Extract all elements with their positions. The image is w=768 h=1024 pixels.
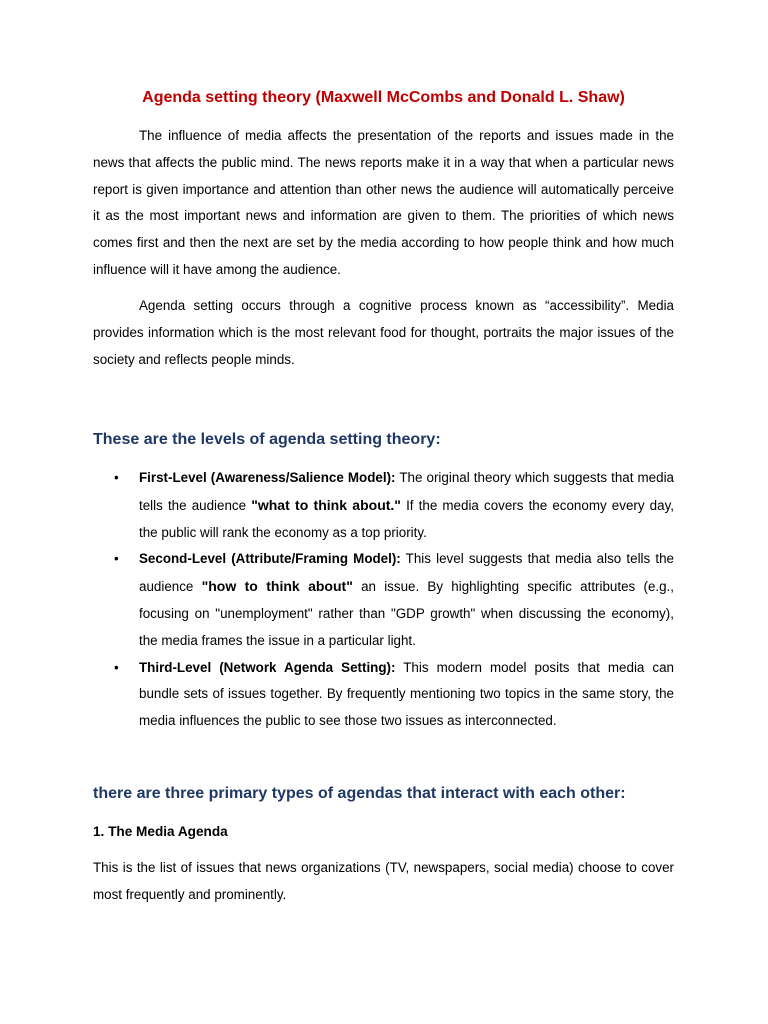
levels-list (93, 465, 674, 735)
level-text: This level suggests that media also tells the audience (139, 551, 674, 595)
list-item (93, 465, 674, 546)
levels-heading: These are the levels of agenda setting theory: (93, 431, 441, 448)
level-label: First-Level (Awareness/Salience Model): (139, 470, 396, 485)
media-agenda-paragraph: This is the list of issues that news organizations (TV, newspapers, social media) choose to cover most frequently and prominently. (93, 860, 674, 902)
bullet-icon: • (114, 659, 119, 675)
level-quote: "what to think about." (251, 496, 401, 513)
level-quote: "how to think about" (201, 578, 353, 595)
bullet-icon: • (114, 470, 119, 485)
level-text: This modern model posits that media can bundle sets of issues together. By frequently mentioning two topics in the same story, the media influences the public to see those two issues as interconnected. (139, 659, 674, 729)
level-text: The original theory which suggests that media tells the audience (139, 470, 675, 513)
level-text: If the media covers the economy every day, the public will rank the economy as a top priority. (139, 497, 674, 540)
media-agenda-heading: 1. The Media Agenda (93, 824, 228, 839)
types-heading: there are three primary types of agendas that interact with each other: (93, 785, 626, 802)
level-label: Third-Level (Network Agenda Setting): (139, 659, 396, 675)
list-item (93, 655, 674, 735)
level-text: an issue. By highlighting specific attributes (e.g., focusing on "unemployment" rather than "GDP growth" when discussing the economy), the media frames the issue in a particular light. (139, 579, 674, 648)
list-item (93, 546, 674, 654)
bullet-icon: • (114, 551, 119, 567)
intro-paragraph-2: Agenda setting occurs through a cognitive process known as “accessibility”. Media provides information which is the most relevant food for thought, portraits the major issues of the society and reflects people minds. (93, 298, 674, 367)
document-title: Agenda setting theory (Maxwell McCombs and Donald L. Shaw) (142, 89, 625, 106)
level-label: Second-Level (Attribute/Framing Model): (139, 551, 401, 567)
intro-paragraph-1: The influence of media affects the presentation of the reports and issues made in the news that affects the public mind. The news reports make it in a way that when a particular news report is given importance and attention than other news the audience will automatically perceive it as the most important news and information are given to them. The priorities of which news comes first and then the next are set by the media according to how people think and how much influence will it have among the audience. (93, 128, 674, 277)
